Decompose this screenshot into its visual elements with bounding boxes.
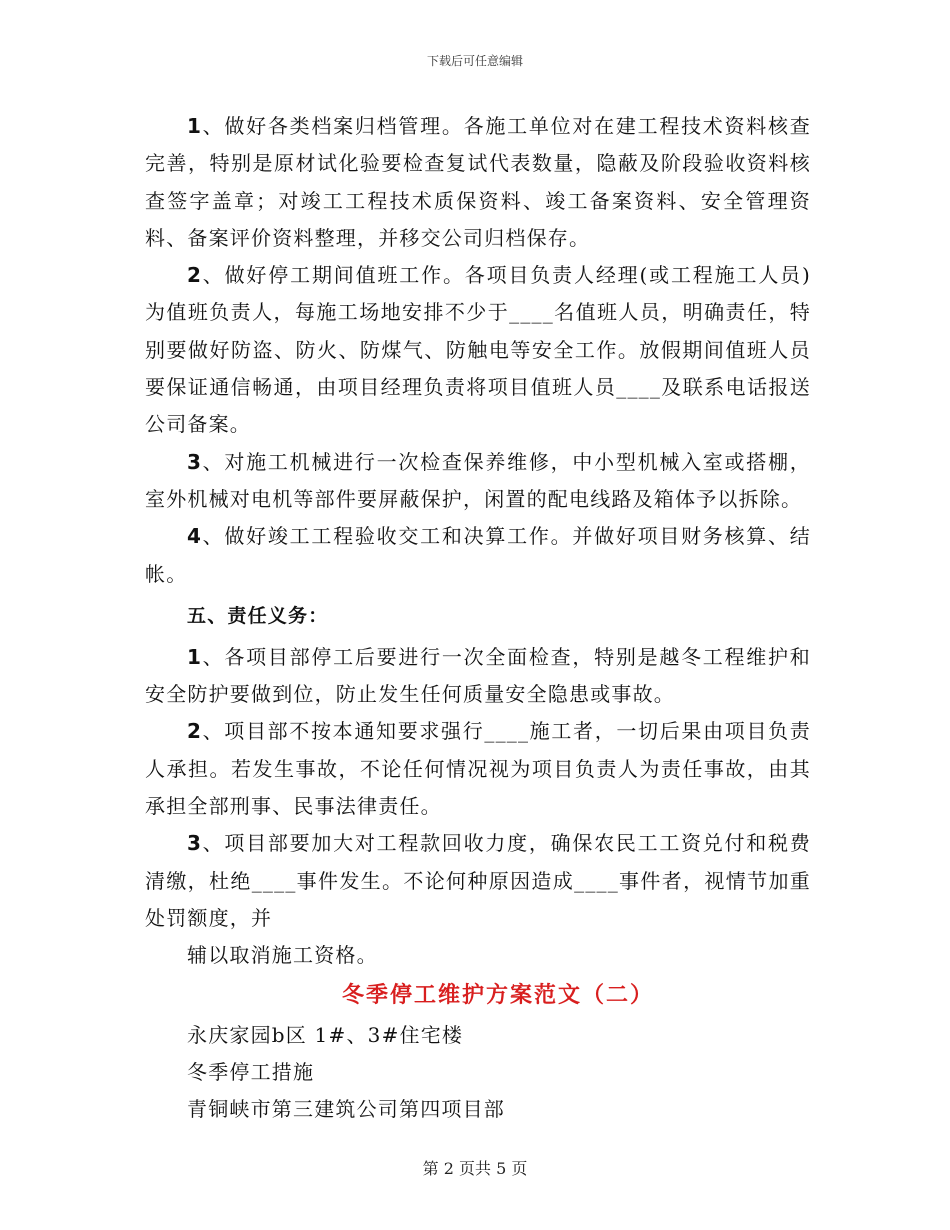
duty-item-2 bbox=[145, 713, 811, 825]
paragraph-item-4 bbox=[145, 518, 811, 593]
paragraph-item-3 bbox=[145, 444, 811, 519]
page-footer: 第 2 页共 5 页 bbox=[422, 1159, 528, 1178]
paragraph-text: 、项目部不按本通知要求强行____施工者，一切后果由项目负责人承担。若发生事故，不论任何情况视为项目负责人为责任事故，由其承担全部刑事、民事法律责任。 bbox=[145, 719, 811, 819]
duty-item-3 bbox=[145, 825, 811, 937]
info-line-department: 青铜峡市第三建筑公司第四项目部 bbox=[187, 1097, 505, 1122]
paragraph-number: 1 bbox=[187, 114, 203, 138]
continuation-line: 辅以取消施工资格。 bbox=[187, 943, 378, 968]
paragraph-text: 、各项目部停工后要进行一次全面检查，特别是越冬工程维护和安全防护要做到位，防止发生任何质量安全隐患或事故。 bbox=[145, 644, 811, 707]
page-header: 下载后可任意编辑 bbox=[426, 54, 523, 68]
paragraph-text: 、做好停工期间值班工作。各项目负责人经理(或工程施工人员)为值班负责人，每施工场地安排不少于____名值班人员，明确责任，特别要做好防盗、防火、防煤气、防触电等安全工作。放假期间值班人员要保证通信畅通，由项目经理负责将项目值班人员____及联系电话报送公司备案。 bbox=[145, 263, 811, 437]
paragraph-text: 、做好竣工工程验收交工和决算工作。并做好项目财务核算、结帐。 bbox=[145, 524, 811, 586]
paragraph-item-2 bbox=[145, 257, 811, 443]
paragraph-number: 4 bbox=[187, 524, 203, 549]
document-body bbox=[145, 108, 811, 1128]
info-line-project: 永庆家园b区 1#、3#住宅楼 bbox=[187, 1022, 464, 1047]
paragraph-text: 、做好各类档案归档管理。各施工单位对在建工程技术资料核查完善，特别是原材试化验要检查复试代表数量，隐蔽及阶段验收资料核查签字盖章；对竣工工程技术质保资料、竣工备案资料、安全管理资料、备案评价资料整理，并移交公司归档保存。 bbox=[145, 114, 811, 250]
duty-item-1 bbox=[145, 639, 811, 714]
section-title: 冬季停工维护方案范文（二） bbox=[341, 982, 654, 1008]
paragraph-number: 2 bbox=[187, 263, 203, 288]
info-line-measures: 冬季停工措施 bbox=[187, 1059, 315, 1084]
paragraph-item-1 bbox=[145, 108, 811, 257]
paragraph-number: 3 bbox=[187, 831, 203, 856]
paragraph-text: 、项目部要加大对工程款回收力度，确保农民工工资兑付和税费清缴，杜绝____事件发生。不论何种原因造成____事件者，视情节加重处罚额度，并 bbox=[145, 831, 811, 930]
paragraph-text: 、对施工机械进行一次检查保养维修，中小型机械入室或搭棚，室外机械对电机等部件要屏蔽保护，闲置的配电线路及箱体予以拆除。 bbox=[145, 449, 811, 511]
section-heading: 五、责任义务： bbox=[187, 604, 329, 627]
paragraph-number: 2 bbox=[187, 719, 203, 744]
paragraph-number: 1 bbox=[187, 644, 203, 669]
paragraph-number: 3 bbox=[187, 449, 203, 474]
